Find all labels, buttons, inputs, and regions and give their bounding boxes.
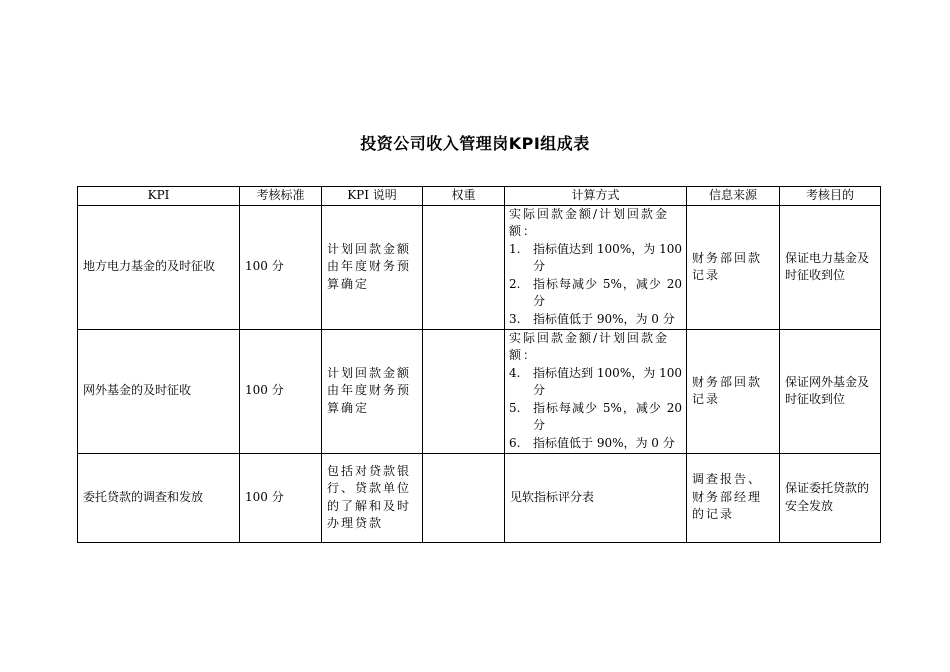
header-standard: 考核标准 <box>240 187 322 206</box>
header-kpi: KPI <box>78 187 240 206</box>
calc-item-text: 指标值达到 100%，为 100 分 <box>533 241 682 273</box>
calc-item-text: 指标每减少 5%，减少 20 分 <box>533 400 682 432</box>
header-kpi-desc: KPI 说明 <box>322 187 423 206</box>
cell-desc: 包括对贷款银行、贷款单位的了解和及时办理贷款 <box>322 453 423 542</box>
calc-item <box>509 435 682 453</box>
calc-item-number: 1. <box>509 241 521 256</box>
kpi-table <box>77 186 881 543</box>
cell-kpi: 委托贷款的调查和发放 <box>78 453 240 542</box>
table-row <box>78 205 881 329</box>
calc-item-number: 6. <box>509 435 521 450</box>
header-purpose: 考核目的 <box>780 187 881 206</box>
calc-item-number: 2. <box>509 276 521 291</box>
cell-calc <box>505 205 687 329</box>
cell-weight <box>423 205 505 329</box>
calc-item <box>509 241 682 276</box>
calc-item <box>509 365 682 400</box>
cell-source: 财务部回款记录 <box>687 329 780 453</box>
cell-standard: 100 分 <box>240 205 322 329</box>
calc-item-text: 指标值低于 90%，为 0 分 <box>533 311 675 326</box>
cell-calc: 见软指标评分表 <box>505 453 687 542</box>
cell-kpi: 地方电力基金的及时征收 <box>78 205 240 329</box>
calc-intro: 实际回款金额/计划回款金额： <box>509 330 670 362</box>
calc-item <box>509 276 682 311</box>
cell-desc: 计划回款金额由年度财务预算确定 <box>322 329 423 453</box>
cell-source: 财务部回款记录 <box>687 205 780 329</box>
calc-item-text: 指标每减少 5%，减少 20 分 <box>533 276 682 308</box>
table-row <box>78 453 881 542</box>
table-row <box>78 329 881 453</box>
document-title: 投资公司收入管理岗KPI组成表 <box>360 134 590 153</box>
header-weight: 权重 <box>423 187 505 206</box>
cell-purpose: 保证网外基金及时征收到位 <box>780 329 881 453</box>
cell-purpose: 保证委托贷款的安全发放 <box>780 453 881 542</box>
cell-weight <box>423 453 505 542</box>
cell-weight <box>423 329 505 453</box>
calc-item-text: 指标值达到 100%，为 100 分 <box>533 365 682 397</box>
calc-item-text: 指标值低于 90%，为 0 分 <box>533 435 675 450</box>
cell-kpi: 网外基金的及时征收 <box>78 329 240 453</box>
cell-desc: 计划回款金额由年度财务预算确定 <box>322 205 423 329</box>
cell-standard: 100 分 <box>240 329 322 453</box>
header-calc-method: 计算方式 <box>505 187 687 206</box>
calc-item-number: 4. <box>509 365 521 380</box>
header-info-source: 信息来源 <box>687 187 780 206</box>
cell-purpose: 保证电力基金及时征收到位 <box>780 205 881 329</box>
table-header-row <box>78 187 881 206</box>
calc-item-number: 3. <box>509 311 521 326</box>
cell-source: 调查报告、财务部经理的记录 <box>687 453 780 542</box>
cell-standard: 100 分 <box>240 453 322 542</box>
cell-calc <box>505 329 687 453</box>
calc-intro: 实际回款金额/计划回款金额： <box>509 206 670 238</box>
calc-item <box>509 311 682 329</box>
calc-item <box>509 400 682 435</box>
calc-item-number: 5. <box>509 400 521 415</box>
